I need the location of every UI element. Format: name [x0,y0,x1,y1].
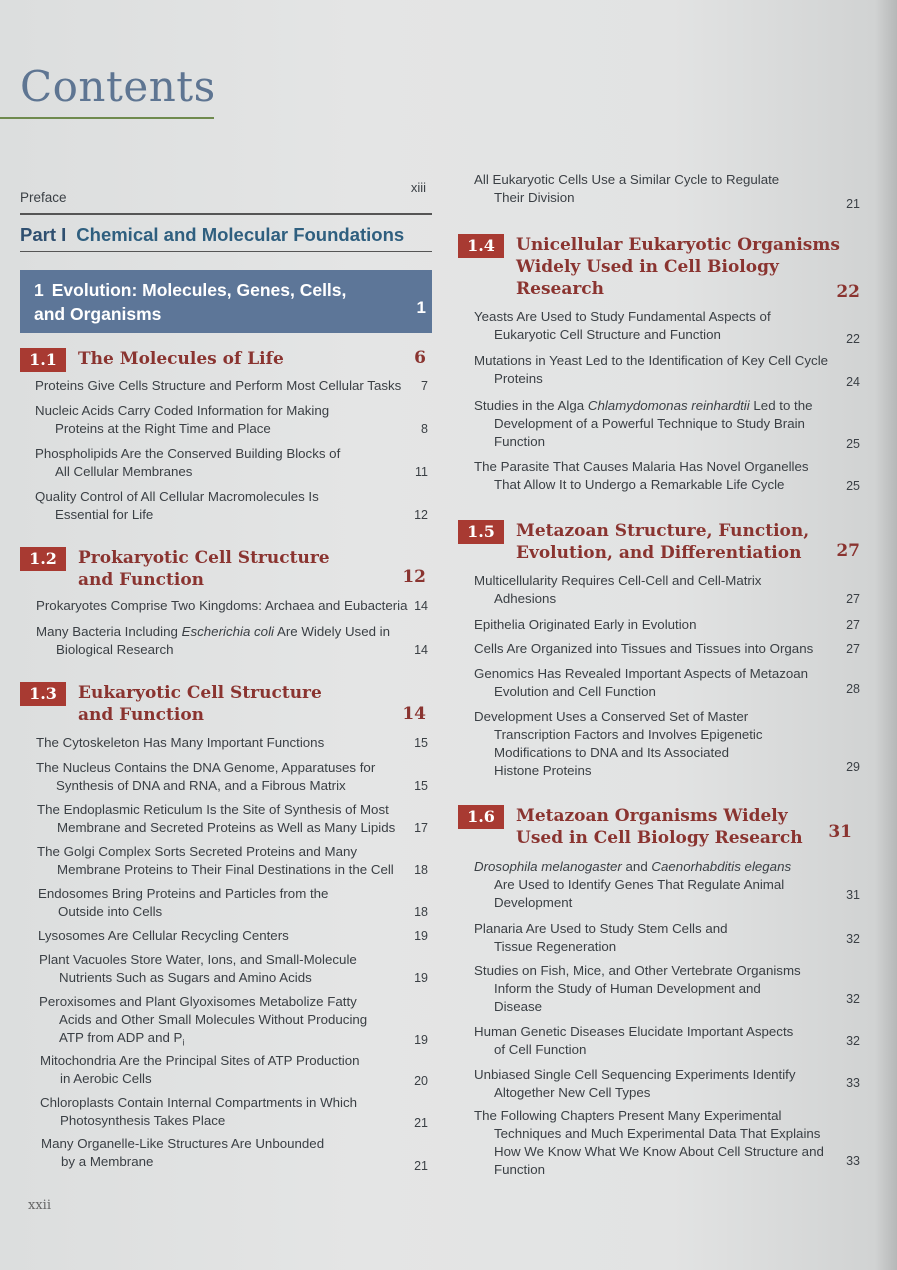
entry-text-line2: Transcription Factors and Involves Epigenetic [494,727,763,742]
entry-text-line1: Human Genetic Diseases Elucidate Important Aspects [474,1024,794,1039]
section-badge: 1.4 [458,234,504,258]
entry-page: 21 [414,1159,428,1173]
toc-entry [474,640,860,658]
section-badge: 1.5 [458,520,504,544]
entry-text-line2: Membrane and Secreted Proteins as Well as Many Lipids [57,820,396,835]
toc-entry [474,1066,860,1102]
entry-text-line2: Tissue Regeneration [494,939,617,954]
entry-text-line1: Genomics Has Revealed Important Aspects of Metazoan [474,666,809,681]
entry-page: 24 [846,375,860,389]
chapter-title [34,278,346,326]
entry-text-line3: Modifications to DNA and Its Associated [494,745,730,760]
entry-page: 29 [846,760,860,774]
entry-page: 31 [846,888,860,902]
section-title-line1: Metazoan Structure, Function, [516,521,810,541]
entry-text-line2: of Cell Function [494,1042,587,1057]
entry-text-line3: Development [494,895,573,910]
toc-entry [474,397,860,451]
chapter-number: 1 [34,280,44,300]
chapter-page: 1 [416,298,426,317]
toc-entry [40,1094,428,1130]
toc-entry [40,1052,428,1088]
entry-page: 19 [414,929,428,943]
entry-page: 32 [846,932,860,946]
section-title-line2: Widely Used in Cell Biology [516,257,779,277]
entry-page: 18 [414,863,428,877]
entry-text-line2: Membrane Proteins to Their Final Destinations in the Cell [57,862,394,877]
section-1-6-heading [458,805,860,851]
entry-page: 22 [846,332,860,346]
entry-text-line3: Function [494,434,545,449]
section-page: 31 [828,822,852,842]
section-title-line1: Metazoan Organisms Widely [516,806,788,826]
entry-text-line4: Histone Proteins [494,763,592,778]
toc-entry [474,1107,860,1179]
entry-text-line2: All Cellular Membranes [55,464,193,479]
entry-text-line2: in Aerobic Cells [60,1071,152,1086]
entry-text-part: Many Bacteria Including [36,624,182,639]
entry-text-line2: Inform the Study of Human Development and [494,981,761,996]
entry-page: 20 [414,1074,428,1088]
entry-text-line2: Evolution and Cell Function [494,684,656,699]
section-title-line2: Used in Cell Biology Research [516,828,803,848]
toc-entry [36,759,428,795]
section-page: 12 [402,567,426,587]
entry-text-line1: Endosomes Bring Proteins and Particles from the [38,886,329,901]
section-1-5-heading [458,520,860,566]
toc-entry [474,458,860,494]
entry-page: 28 [846,682,860,696]
entry-text-line1: Many Organelle-Like Structures Are Unbounded [41,1136,325,1151]
part-rule-bottom [20,251,432,252]
toc-entry [35,445,428,481]
entry-text-part: Led to the [749,398,813,413]
entry-text-line2: Outside into Cells [58,904,163,919]
entry-page: 32 [846,1034,860,1048]
section-1-1-heading [20,348,432,374]
entry-text: Epithelia Originated Early in Evolution [474,617,697,632]
entry-page: 17 [414,821,428,835]
toc-entry [474,962,860,1016]
entry-page: 21 [846,197,860,211]
entry-text-line1: The Following Chapters Present Many Experimental [474,1108,782,1123]
toc-entry [39,951,428,987]
section-title [516,805,803,849]
entry-text-line1: Plant Vacuoles Store Water, Ions, and Small-Molecule [39,952,357,967]
entry-page: 14 [414,643,428,657]
entry-text-italic: Escherichia coli [181,624,274,639]
entry-text-line2: Techniques and Much Experimental Data That Explains [494,1126,821,1141]
subscript: i [182,1037,185,1048]
entry-page: 18 [414,905,428,919]
entry-text-part: ATP from ADP and P [59,1030,183,1045]
section-1-4-heading [458,234,860,304]
entry-text-line2: Acids and Other Small Molecules Without Producing [59,1012,368,1027]
entry-text-line2: Biological Research [56,642,174,657]
toc-entry [474,352,860,388]
entry-text-part: and [621,859,652,874]
entry-text-part: Are Widely Used in [274,624,391,639]
page-title: Contents [20,62,216,111]
toc-entry [38,885,428,921]
entry-text: Lysosomes Are Cellular Recycling Centers [38,928,289,943]
toc-entry [474,665,860,701]
toc-entry [37,801,428,837]
chapter-banner [20,270,432,333]
entry-text-line1: Mutations in Yeast Led to the Identification of Key Cell Cycle [474,353,829,368]
toc-entry [36,623,428,659]
toc-entry [474,1023,860,1059]
entry-page: 27 [846,642,860,656]
entry-text-line2: Proteins [494,371,543,386]
entry-text-line2: That Allow It to Undergo a Remarkable Life Cycle [494,477,785,492]
section-title-line2: Evolution, and Differentiation [516,543,802,563]
entry-text-part: Studies in the Alga [474,398,588,413]
entry-text-italic: Chlamydomonas reinhardtii [587,398,750,413]
entry-text-line1: Multicellularity Requires Cell-Cell and Cell-Matrix [474,573,762,588]
toc-entry [36,734,428,752]
toc-entry [38,927,428,945]
entry-text: Cells Are Organized into Tissues and Tissues into Organs [474,641,814,656]
entry-page: 8 [421,422,428,436]
section-page: 22 [836,282,860,302]
entry-text-line1: Nucleic Acids Carry Coded Information for Making [35,403,330,418]
toc-entry [474,171,860,211]
entry-text-line1: Development Uses a Conserved Set of Master [474,709,749,724]
section-title-line2: and Function [78,570,205,590]
entry-page: 15 [414,779,428,793]
entry-text-line2: Adhesions [494,591,557,606]
toc-entry [36,597,428,615]
section-title-line1: Eukaryotic Cell Structure [78,683,322,703]
entry-text-line3: How We Know What We Know About Cell Structure and [494,1144,824,1159]
section-title-line1: Unicellular Eukaryotic Organisms [516,235,840,255]
toc-entry [35,402,428,438]
page-shadow [875,0,897,1270]
entry-text-line1: Planaria Are Used to Study Stem Cells and [474,921,728,936]
entry-text-line1: The Golgi Complex Sorts Secreted Proteins and Many [37,844,358,859]
entry-text-line3 [39,1029,428,1052]
entry-page: 33 [846,1076,860,1090]
entry-text-line2: Photosynthesis Takes Place [60,1113,226,1128]
entry-text-line1 [474,397,860,415]
entry-page: 15 [414,736,428,750]
section-page: 14 [402,704,426,724]
toc-entry [41,1135,428,1171]
entry-page: 7 [421,379,428,393]
toc-entry [474,858,860,912]
entry-text-line2: Eukaryotic Cell Structure and Function [494,327,721,342]
entry-text: Proteins Give Cells Structure and Perform Most Cellular Tasks [35,378,402,393]
part-label: Part I [20,224,67,245]
toc-entry [474,572,860,608]
entry-text: The Cytoskeleton Has Many Important Functions [36,735,325,750]
entry-text-line1: Mitochondria Are the Principal Sites of ATP Production [40,1053,360,1068]
entry-page: 25 [846,437,860,451]
preface-page: xiii [410,180,426,195]
entry-text-line2: Nutrients Such as Sugars and Amino Acids [59,970,312,985]
entry-page: 19 [414,971,428,985]
entry-text-italic: Drosophila melanogaster [474,859,622,874]
entry-page: 21 [414,1116,428,1130]
section-title [78,682,322,726]
entry-page: 12 [414,508,428,522]
toc-entry [39,993,428,1052]
entry-text-line2: Are Used to Identify Genes That Regulate Animal [494,877,785,892]
entry-text-line1: The Nucleus Contains the DNA Genome, Apparatuses for [36,760,376,775]
entry-page: 33 [846,1154,860,1168]
entry-page: 19 [414,1033,428,1047]
entry-text-line2: Proteins at the Right Time and Place [55,421,271,436]
section-title-line2: and Function [78,705,205,725]
section-1-3-heading [20,682,432,728]
toc-entry [474,616,860,634]
entry-text-line2: Their Division [494,190,575,205]
part-rule-top [20,213,432,215]
entry-text-line1: Peroxisomes and Plant Glyoxisomes Metabolize Fatty [39,994,357,1009]
entry-page: 25 [846,479,860,493]
section-page: 6 [414,348,426,368]
entry-page: 14 [414,599,428,613]
entry-text-line1: The Endoplasmic Reticulum Is the Site of Synthesis of Most [37,802,389,817]
chapter-title-line1: Evolution: Molecules, Genes, Cells, [51,280,347,300]
toc-entry [37,843,428,879]
entry-text-line2: Development of a Powerful Technique to Study Brain [494,416,805,431]
section-title [516,234,840,300]
entry-page: 27 [846,592,860,606]
toc-entry [474,308,860,344]
toc-entry [35,377,428,395]
entry-text-italic: Caenorhabditis elegans [651,859,792,874]
toc-entry [474,920,860,956]
entry-text-line2: by a Membrane [61,1154,154,1169]
part-heading [20,224,404,246]
entry-text-line1: Studies on Fish, Mice, and Other Vertebrate Organisms [474,963,801,978]
entry-text: Prokaryotes Comprise Two Kingdoms: Archaea and Eubacteria [36,598,408,613]
entry-text-line1 [36,623,428,641]
entry-text-line1: Chloroplasts Contain Internal Compartments in Which [40,1095,358,1110]
section-badge: 1.2 [20,547,66,571]
section-badge: 1.6 [458,805,504,829]
entry-text-line1 [474,858,860,876]
page-folio: xxii [28,1198,51,1213]
entry-text-line4: Function [494,1162,545,1177]
entry-text-line1: Phospholipids Are the Conserved Building Blocks of [35,446,341,461]
section-1-2-heading [20,547,432,593]
entry-text-line2: Essential for Life [55,507,154,522]
section-badge: 1.3 [20,682,66,706]
entry-page: 32 [846,992,860,1006]
entry-text-line1: The Parasite That Causes Malaria Has Novel Organelles [474,459,809,474]
entry-text-line1: All Eukaryotic Cells Use a Similar Cycle to Regulate [474,172,780,187]
toc-entry [35,488,428,524]
entry-text-line1: Unbiased Single Cell Sequencing Experiments Identify [474,1067,796,1082]
section-page: 27 [836,541,860,561]
section-badge: 1.1 [20,348,66,372]
toc-entry [474,708,860,780]
section-title [516,520,809,564]
section-title-line3: Research [516,279,605,299]
part-title: Chemical and Molecular Foundations [76,224,405,245]
section-title: The Molecules of Life [78,349,284,369]
section-title-line1: Prokaryotic Cell Structure [78,548,330,568]
entry-page: 11 [415,465,428,479]
entry-text-line1: Quality Control of All Cellular Macromolecules Is [35,489,319,504]
entry-text-line2: Synthesis of DNA and RNA, and a Fibrous Matrix [56,778,346,793]
entry-text-line3: Disease [494,999,543,1014]
entry-page: 27 [846,618,860,632]
entry-text-line2: Altogether New Cell Types [494,1085,651,1100]
entry-text-line1: Yeasts Are Used to Study Fundamental Aspects of [474,309,771,324]
preface-label: Preface [20,190,67,205]
section-title [78,547,330,591]
chapter-title-line2: and Organisms [34,304,162,324]
title-underline [0,117,214,119]
